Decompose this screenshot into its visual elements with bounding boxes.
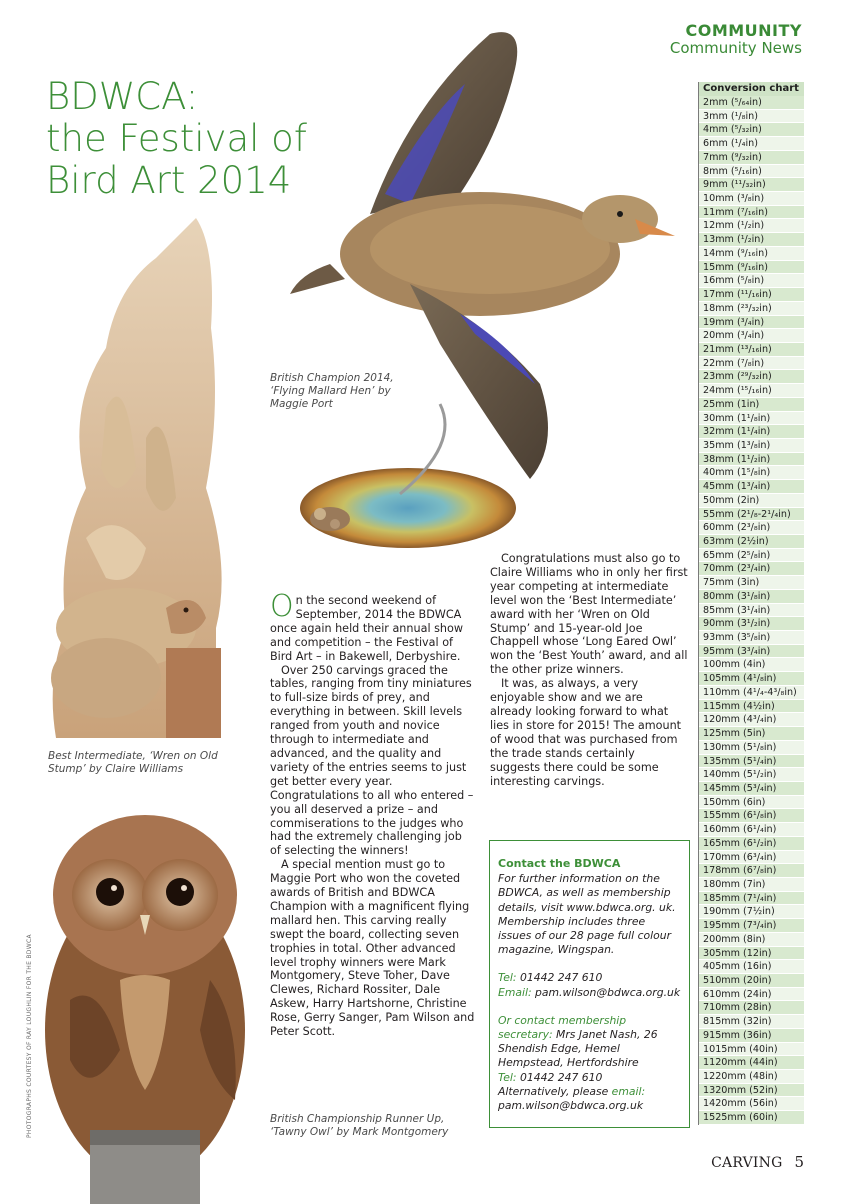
article-paragraph-5: It was, as always, a very enjoyable show and we are already looking forward to what lies in store for 2015! The amount of wood that was purchased from the trade stands certainly suggests there could be some interesting carvings.	[490, 677, 682, 788]
conversion-row: 1420mm (56in)	[699, 1097, 804, 1111]
conversion-row: 19mm (³/₄in)	[699, 316, 804, 330]
conversion-row: 20mm (³/₄in)	[699, 329, 804, 343]
conversion-row: 70mm (2³/₄in)	[699, 562, 804, 576]
drop-cap: O	[270, 589, 294, 624]
conversion-row: 915mm (36in)	[699, 1029, 804, 1043]
page-footer	[711, 1153, 804, 1171]
conversion-row: 165mm (6¹/₂in)	[699, 837, 804, 851]
conversion-row: 75mm (3in)	[699, 576, 804, 590]
article-paragraph-4: Congratulations must also go to Claire Williams who in only her first year competing at intermediate level won the ‘Best Intermediate’ award with her ‘Wren on Old Stump’ and 15-year-old Joe Chappell whose ‘Long Eared Owl’ won the ‘Best Youth’ award, and all the other prize winners.	[490, 552, 688, 677]
conversion-row: 17mm (¹¹/₁₆in)	[699, 288, 804, 302]
conversion-row: 11mm (⁷/₁₆in)	[699, 206, 804, 220]
conversion-row: 45mm (1³/₄in)	[699, 480, 804, 494]
contact-secretary: Or contact membership secretary: Mrs Janet Nash, 26 Shendish Edge, Hemel Hempstead, Hertfordshire	[498, 1013, 658, 1070]
conversion-chart-title: Conversion chart	[699, 82, 804, 96]
conversion-row: 178mm (6⁷/₈in)	[699, 864, 804, 878]
conversion-row: 710mm (28in)	[699, 1001, 804, 1015]
conversion-row: 6mm (¹/₄in)	[699, 137, 804, 151]
section-subtitle: Community News	[669, 39, 802, 57]
tawny-owl-photo	[40, 800, 264, 1204]
contact-title: Contact the BDWCA	[498, 857, 621, 870]
conversion-row: 140mm (5¹/₂in)	[699, 768, 804, 782]
conversion-row: 14mm (⁹/₁₆in)	[699, 247, 804, 261]
section-title: COMMUNITY	[685, 21, 802, 40]
conversion-row: 105mm (4¹/₈in)	[699, 672, 804, 686]
conversion-row: 155mm (6¹/₈in)	[699, 809, 804, 823]
conversion-row: 10mm (³/₈in)	[699, 192, 804, 206]
conversion-row: 15mm (⁹/₁₆in)	[699, 261, 804, 275]
conversion-row: 1320mm (52in)	[699, 1084, 804, 1098]
conversion-row: 120mm (4³/₄in)	[699, 713, 804, 727]
conversion-row: 200mm (8in)	[699, 933, 804, 947]
mallard-caption: British Champion 2014, ‘Flying Mallard Hen’ by Maggie Port	[270, 372, 394, 410]
conversion-row: 85mm (3¹/₄in)	[699, 604, 804, 618]
conversion-row: 185mm (7¹/₄in)	[699, 892, 804, 906]
conversion-row: 65mm (2⁵/₈in)	[699, 549, 804, 563]
conversion-row: 9mm (¹¹/₃₂in)	[699, 178, 804, 192]
conversion-row: 1015mm (40in)	[699, 1043, 804, 1057]
conversion-row: 60mm (2³/₈in)	[699, 521, 804, 535]
contact-email-2-link[interactable]: pam.wilson@bdwca.org.uk	[498, 1099, 644, 1113]
conversion-row: 40mm (1⁵/₈in)	[699, 466, 804, 480]
contact-tel-2: Tel: 01442 247 610	[498, 1070, 603, 1084]
conversion-row: 4mm (⁵/₃₂in)	[699, 123, 804, 137]
conversion-row: 160mm (6¹/₄in)	[699, 823, 804, 837]
conversion-row: 95mm (3³/₄in)	[699, 645, 804, 659]
conversion-rows	[699, 96, 804, 1125]
contact-tel: Tel: 01442 247 610	[498, 971, 603, 985]
conversion-row: 93mm (3⁵/₈in)	[699, 631, 804, 645]
contact-alt-email: Alternatively, please email:	[498, 1084, 646, 1098]
conversion-row: 305mm (12in)	[699, 947, 804, 961]
conversion-row: 405mm (16in)	[699, 960, 804, 974]
page-number: 5	[794, 1153, 804, 1171]
conversion-row: 90mm (3¹/₂in)	[699, 617, 804, 631]
conversion-row: 63mm (2½in)	[699, 535, 804, 549]
conversion-row: 35mm (1³/₈in)	[699, 439, 804, 453]
conversion-row: 150mm (6in)	[699, 796, 804, 810]
conversion-chart	[698, 82, 804, 1125]
conversion-row: 8mm (⁵/₁₆in)	[699, 165, 804, 179]
contact-box	[489, 840, 690, 1128]
conversion-row: 135mm (5¹/₄in)	[699, 755, 804, 769]
conversion-row: 32mm (1¹/₄in)	[699, 425, 804, 439]
mallard-hen-photo	[290, 24, 690, 554]
conversion-row: 1120mm (44in)	[699, 1056, 804, 1070]
conversion-row: 145mm (5³/₄in)	[699, 782, 804, 796]
contact-email-link[interactable]: pam.wilson@bdwca.org.uk	[535, 985, 681, 999]
article-paragraph-2: Over 250 carvings graced the tables, ranging from tiny miniatures to full-size birds of prey, and everything in between. Skill levels ranged from youth and novice through to intermediate and advanced, and the quality and variety of the entries seems to just get better every year. Congratulations to all who entered – you all deserved a prize – and commiserations to the judges who had the extremely challenging job of selecting the winners!	[270, 663, 474, 858]
wren-caption: Best Intermediate, ‘Wren on Old Stump’ by Claire Williams	[48, 750, 218, 775]
conversion-row: 24mm (¹⁵/₁₆in)	[699, 384, 804, 398]
conversion-row: 815mm (32in)	[699, 1015, 804, 1029]
article-paragraph-1: On the second weekend of September, 2014 the BDWCA once again held their annual show and competition – the Festival of Bird Art – in Bakewell, Derbyshire.	[270, 589, 464, 663]
conversion-row: 18mm (²³/₃₂in)	[699, 302, 804, 316]
headline-line-2: the Festival of	[46, 117, 307, 160]
conversion-row: 12mm (¹/₂in)	[699, 219, 804, 233]
conversion-row: 125mm (5in)	[699, 727, 804, 741]
article-column-2	[490, 552, 688, 788]
conversion-row: 2mm (⁵/₆₄in)	[699, 96, 804, 110]
headline-line-3: Bird Art 2014	[46, 159, 292, 202]
conversion-row: 21mm (¹³/₁₆in)	[699, 343, 804, 357]
owl-caption: British Championship Runner Up, ‘Tawny Owl’ by Mark Montgomery	[270, 1113, 449, 1138]
conversion-row: 80mm (3¹/₈in)	[699, 590, 804, 604]
conversion-row: 170mm (6³/₄in)	[699, 851, 804, 865]
article-paragraph-3: A special mention must go to Maggie Port who won the coveted awards of British and BDWCA Champion with a magnificent flying mallard hen. This carving really swept the board, collecting seven trophies in total. Other advanced level trophy winners were Mark Montgomery, Steve Toher, Dave Clewes, Richard Rossiter, Dale Askew, Harry Hartshorne, Christine Rose, Gerry Sanger, Pam Wilson and Peter Scott.	[270, 858, 475, 1039]
conversion-row: 38mm (1¹/₂in)	[699, 453, 804, 467]
photo-credit: PHOTOGRAPHS COURTESY OF RAY LOUGHLIN FOR THE BDWCA	[26, 934, 33, 1138]
conversion-row: 7mm (⁹/₃₂in)	[699, 151, 804, 165]
conversion-row: 180mm (7in)	[699, 878, 804, 892]
article-column-1	[270, 589, 475, 1039]
conversion-row: 1220mm (48in)	[699, 1070, 804, 1084]
conversion-row: 16mm (⁵/₈in)	[699, 274, 804, 288]
contact-email: Email: pam.wilson@bdwca.org.uk	[498, 985, 681, 999]
magazine-brand: CARVING	[711, 1155, 783, 1171]
contact-body: For further information on the BDWCA, as well as membership details, visit www.bdwca.org. uk. Membership includes three issues of our 28 page full colour magazine, Wingspan.	[498, 872, 676, 957]
conversion-row: 510mm (20in)	[699, 974, 804, 988]
conversion-row: 110mm (4¹/₄-4³/₈in)	[699, 686, 804, 700]
conversion-row: 55mm (2¹/₈-2¹/₄in)	[699, 508, 804, 522]
conversion-row: 3mm (¹/₈in)	[699, 110, 804, 124]
conversion-row: 1525mm (60in)	[699, 1111, 804, 1125]
conversion-row: 610mm (24in)	[699, 988, 804, 1002]
conversion-row: 23mm (²⁹/₃₂in)	[699, 370, 804, 384]
conversion-row: 13mm (¹/₂in)	[699, 233, 804, 247]
headline-line-1: BDWCA:	[46, 75, 199, 118]
wren-on-stump-photo	[46, 208, 232, 744]
conversion-row: 22mm (⁷/₈in)	[699, 357, 804, 371]
conversion-row: 25mm (1in)	[699, 398, 804, 412]
conversion-row: 115mm (4½in)	[699, 700, 804, 714]
conversion-row: 130mm (5¹/₈in)	[699, 741, 804, 755]
conversion-row: 30mm (1¹/₈in)	[699, 412, 804, 426]
conversion-row: 190mm (7½in)	[699, 905, 804, 919]
conversion-row: 50mm (2in)	[699, 494, 804, 508]
conversion-row: 100mm (4in)	[699, 658, 804, 672]
conversion-row: 195mm (7³/₄in)	[699, 919, 804, 933]
